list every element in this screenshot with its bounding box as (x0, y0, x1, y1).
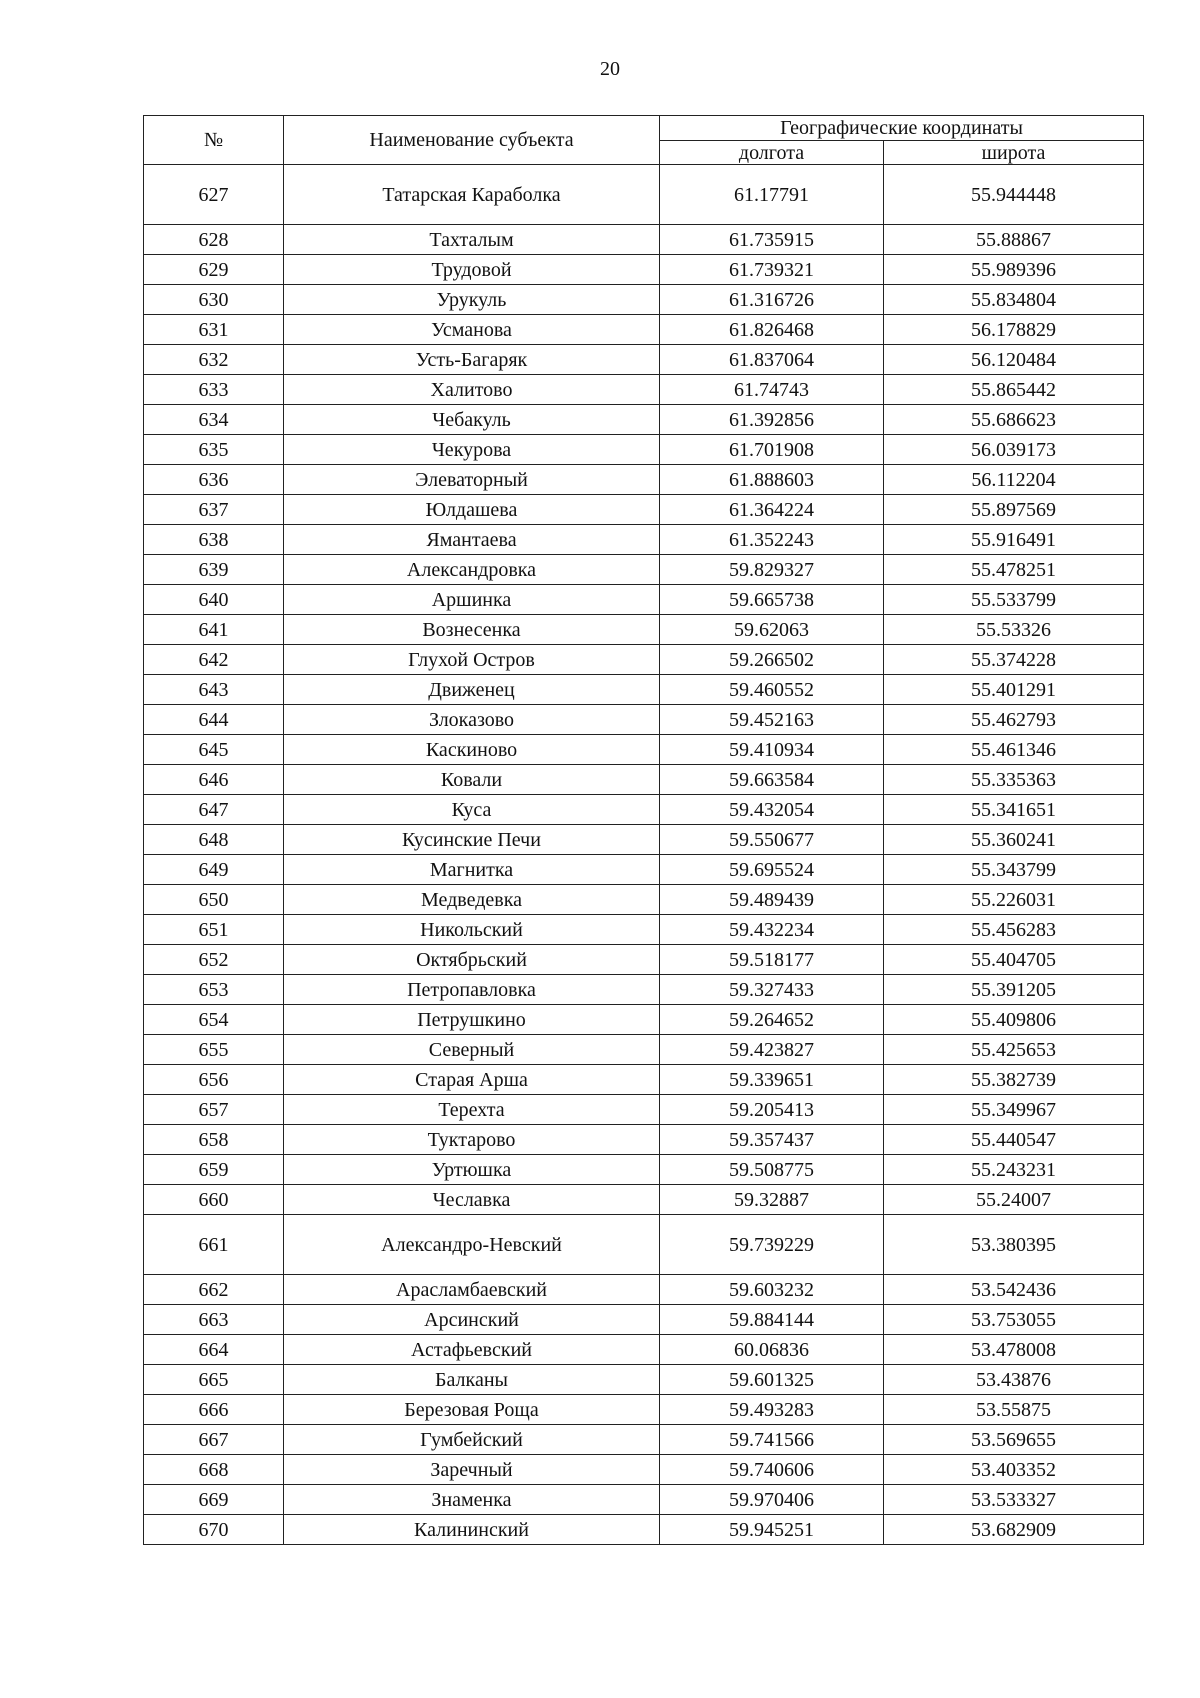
cell-latitude: 55.349967 (884, 1095, 1144, 1125)
cell-number: 634 (144, 405, 284, 435)
table-row (144, 825, 1144, 855)
table-row (144, 1425, 1144, 1455)
table-row (144, 375, 1144, 405)
cell-longitude: 59.740606 (660, 1455, 884, 1485)
cell-number: 644 (144, 705, 284, 735)
cell-latitude: 55.243231 (884, 1155, 1144, 1185)
cell-latitude: 55.374228 (884, 645, 1144, 675)
table-row (144, 585, 1144, 615)
cell-name: Усманова (284, 315, 660, 345)
cell-number: 651 (144, 915, 284, 945)
page-number: 20 (600, 58, 620, 80)
cell-number: 656 (144, 1065, 284, 1095)
cell-number: 664 (144, 1335, 284, 1365)
cell-latitude: 55.440547 (884, 1125, 1144, 1155)
cell-longitude: 61.739321 (660, 255, 884, 285)
cell-latitude: 56.120484 (884, 345, 1144, 375)
cell-number: 670 (144, 1515, 284, 1545)
cell-latitude: 53.43876 (884, 1365, 1144, 1395)
cell-longitude: 59.884144 (660, 1305, 884, 1335)
cell-longitude: 61.735915 (660, 225, 884, 255)
cell-latitude: 55.24007 (884, 1185, 1144, 1215)
cell-number: 635 (144, 435, 284, 465)
cell-number: 646 (144, 765, 284, 795)
table-row (144, 345, 1144, 375)
cell-number: 628 (144, 225, 284, 255)
coordinates-table (143, 115, 1144, 1545)
cell-name: Вознесенка (284, 615, 660, 645)
table-row (144, 975, 1144, 1005)
header-number: № (144, 116, 284, 165)
table-row (144, 855, 1144, 885)
cell-longitude: 60.06836 (660, 1335, 884, 1365)
cell-longitude: 59.327433 (660, 975, 884, 1005)
cell-latitude: 55.478251 (884, 555, 1144, 585)
table-row (144, 1305, 1144, 1335)
cell-longitude: 61.364224 (660, 495, 884, 525)
cell-name: Калининский (284, 1515, 660, 1545)
cell-latitude: 55.360241 (884, 825, 1144, 855)
table-row (144, 285, 1144, 315)
cell-longitude: 61.701908 (660, 435, 884, 465)
cell-name: Северный (284, 1035, 660, 1065)
cell-longitude: 59.452163 (660, 705, 884, 735)
cell-number: 655 (144, 1035, 284, 1065)
cell-longitude: 61.837064 (660, 345, 884, 375)
cell-latitude: 53.55875 (884, 1395, 1144, 1425)
table-row (144, 795, 1144, 825)
table-row (144, 675, 1144, 705)
cell-latitude: 55.343799 (884, 855, 1144, 885)
cell-latitude: 55.409806 (884, 1005, 1144, 1035)
cell-number: 641 (144, 615, 284, 645)
table-row (144, 465, 1144, 495)
cell-number: 658 (144, 1125, 284, 1155)
cell-name: Магнитка (284, 855, 660, 885)
cell-longitude: 59.508775 (660, 1155, 884, 1185)
cell-number: 665 (144, 1365, 284, 1395)
cell-number: 633 (144, 375, 284, 405)
cell-name: Чебакуль (284, 405, 660, 435)
cell-number: 629 (144, 255, 284, 285)
cell-longitude: 59.205413 (660, 1095, 884, 1125)
cell-latitude: 53.403352 (884, 1455, 1144, 1485)
cell-longitude: 59.663584 (660, 765, 884, 795)
cell-latitude: 55.944448 (884, 165, 1144, 225)
cell-name: Петрушкино (284, 1005, 660, 1035)
table-row (144, 435, 1144, 465)
table-row (144, 495, 1144, 525)
table-row (144, 405, 1144, 435)
cell-latitude: 53.753055 (884, 1305, 1144, 1335)
cell-name: Аршинка (284, 585, 660, 615)
cell-latitude: 55.686623 (884, 405, 1144, 435)
cell-name: Трудовой (284, 255, 660, 285)
cell-name: Усть-Багаряк (284, 345, 660, 375)
cell-longitude: 61.17791 (660, 165, 884, 225)
cell-longitude: 59.945251 (660, 1515, 884, 1545)
cell-number: 637 (144, 495, 284, 525)
cell-latitude: 55.461346 (884, 735, 1144, 765)
cell-name: Гумбейский (284, 1425, 660, 1455)
cell-name: Каскиново (284, 735, 660, 765)
cell-name: Злоказово (284, 705, 660, 735)
cell-name: Урукуль (284, 285, 660, 315)
cell-latitude: 56.039173 (884, 435, 1144, 465)
cell-number: 662 (144, 1275, 284, 1305)
cell-longitude: 61.316726 (660, 285, 884, 315)
table-body (144, 165, 1144, 1545)
cell-name: Старая Арша (284, 1065, 660, 1095)
cell-number: 640 (144, 585, 284, 615)
table-row (144, 945, 1144, 975)
cell-number: 663 (144, 1305, 284, 1335)
cell-name: Никольский (284, 915, 660, 945)
cell-name: Туктарово (284, 1125, 660, 1155)
cell-name: Александровка (284, 555, 660, 585)
table-row (144, 1455, 1144, 1485)
header-coordinates: Географические координаты (660, 116, 1144, 141)
cell-number: 653 (144, 975, 284, 1005)
cell-latitude: 53.569655 (884, 1425, 1144, 1455)
cell-longitude: 59.423827 (660, 1035, 884, 1065)
table-row (144, 1365, 1144, 1395)
cell-latitude: 55.382739 (884, 1065, 1144, 1095)
cell-number: 631 (144, 315, 284, 345)
cell-name: Тахталым (284, 225, 660, 255)
table-row (144, 255, 1144, 285)
cell-longitude: 59.493283 (660, 1395, 884, 1425)
cell-number: 636 (144, 465, 284, 495)
cell-number: 632 (144, 345, 284, 375)
cell-longitude: 61.888603 (660, 465, 884, 495)
cell-name: Глухой Остров (284, 645, 660, 675)
cell-longitude: 59.32887 (660, 1185, 884, 1215)
cell-longitude: 59.739229 (660, 1215, 884, 1275)
cell-number: 649 (144, 855, 284, 885)
cell-name: Медведевка (284, 885, 660, 915)
cell-number: 654 (144, 1005, 284, 1035)
cell-name: Арсинский (284, 1305, 660, 1335)
cell-longitude: 59.62063 (660, 615, 884, 645)
cell-number: 652 (144, 945, 284, 975)
cell-longitude: 59.601325 (660, 1365, 884, 1395)
cell-longitude: 59.970406 (660, 1485, 884, 1515)
cell-longitude: 59.489439 (660, 885, 884, 915)
cell-latitude: 56.112204 (884, 465, 1144, 495)
cell-name: Астафьевский (284, 1335, 660, 1365)
table-row (144, 315, 1144, 345)
table-row (144, 615, 1144, 645)
cell-name: Березовая Роща (284, 1395, 660, 1425)
cell-name: Чеславка (284, 1185, 660, 1215)
cell-longitude: 59.695524 (660, 855, 884, 885)
cell-latitude: 55.88867 (884, 225, 1144, 255)
table-row (144, 555, 1144, 585)
cell-number: 630 (144, 285, 284, 315)
cell-name: Терехта (284, 1095, 660, 1125)
table-row (144, 705, 1144, 735)
cell-longitude: 59.741566 (660, 1425, 884, 1455)
cell-longitude: 59.603232 (660, 1275, 884, 1305)
cell-name: Александро-Невский (284, 1215, 660, 1275)
table-row (144, 1335, 1144, 1365)
cell-name: Балканы (284, 1365, 660, 1395)
table-row (144, 1215, 1144, 1275)
cell-latitude: 53.380395 (884, 1215, 1144, 1275)
cell-longitude: 61.392856 (660, 405, 884, 435)
cell-latitude: 56.178829 (884, 315, 1144, 345)
cell-latitude: 55.425653 (884, 1035, 1144, 1065)
table-row (144, 1125, 1144, 1155)
cell-name: Чекурова (284, 435, 660, 465)
cell-name: Уртюшка (284, 1155, 660, 1185)
cell-name: Куса (284, 795, 660, 825)
cell-number: 668 (144, 1455, 284, 1485)
cell-number: 650 (144, 885, 284, 915)
table-row (144, 1185, 1144, 1215)
cell-longitude: 59.550677 (660, 825, 884, 855)
cell-number: 661 (144, 1215, 284, 1275)
cell-longitude: 59.264652 (660, 1005, 884, 1035)
cell-latitude: 55.226031 (884, 885, 1144, 915)
cell-latitude: 55.341651 (884, 795, 1144, 825)
cell-name: Октябрьский (284, 945, 660, 975)
cell-number: 660 (144, 1185, 284, 1215)
cell-latitude: 55.462793 (884, 705, 1144, 735)
cell-name: Юлдашева (284, 495, 660, 525)
cell-number: 647 (144, 795, 284, 825)
cell-longitude: 61.826468 (660, 315, 884, 345)
cell-longitude: 59.339651 (660, 1065, 884, 1095)
cell-latitude: 55.404705 (884, 945, 1144, 975)
cell-name: Кусинские Печи (284, 825, 660, 855)
cell-longitude: 61.352243 (660, 525, 884, 555)
cell-longitude: 59.410934 (660, 735, 884, 765)
cell-latitude: 55.335363 (884, 765, 1144, 795)
cell-number: 659 (144, 1155, 284, 1185)
cell-number: 666 (144, 1395, 284, 1425)
cell-latitude: 55.391205 (884, 975, 1144, 1005)
cell-latitude: 55.456283 (884, 915, 1144, 945)
cell-latitude: 53.478008 (884, 1335, 1144, 1365)
table-row (144, 1515, 1144, 1545)
table-row (144, 165, 1144, 225)
cell-name: Татарская Караболка (284, 165, 660, 225)
cell-number: 648 (144, 825, 284, 855)
table-row (144, 1275, 1144, 1305)
cell-latitude: 55.53326 (884, 615, 1144, 645)
cell-name: Ямантаева (284, 525, 660, 555)
table-row (144, 915, 1144, 945)
cell-latitude: 53.542436 (884, 1275, 1144, 1305)
cell-longitude: 59.518177 (660, 945, 884, 975)
cell-number: 639 (144, 555, 284, 585)
cell-longitude: 59.357437 (660, 1125, 884, 1155)
cell-number: 642 (144, 645, 284, 675)
cell-latitude: 53.682909 (884, 1515, 1144, 1545)
table-row (144, 765, 1144, 795)
cell-name: Заречный (284, 1455, 660, 1485)
cell-name: Элеваторный (284, 465, 660, 495)
cell-longitude: 59.432054 (660, 795, 884, 825)
header-longitude: долгота (660, 141, 884, 165)
cell-number: 667 (144, 1425, 284, 1455)
cell-name: Знаменка (284, 1485, 660, 1515)
cell-latitude: 55.865442 (884, 375, 1144, 405)
cell-longitude: 59.266502 (660, 645, 884, 675)
cell-number: 669 (144, 1485, 284, 1515)
cell-latitude: 55.533799 (884, 585, 1144, 615)
table-header (144, 116, 1144, 165)
cell-name: Движенец (284, 675, 660, 705)
cell-longitude: 59.829327 (660, 555, 884, 585)
table-row (144, 885, 1144, 915)
table-row (144, 1485, 1144, 1515)
cell-latitude: 55.897569 (884, 495, 1144, 525)
cell-name: Халитово (284, 375, 660, 405)
table-row (144, 225, 1144, 255)
table-row (144, 1095, 1144, 1125)
table-row (144, 1155, 1144, 1185)
table-row (144, 645, 1144, 675)
cell-latitude: 55.401291 (884, 675, 1144, 705)
table-row (144, 735, 1144, 765)
header-latitude: широта (884, 141, 1144, 165)
cell-latitude: 53.533327 (884, 1485, 1144, 1515)
cell-longitude: 59.432234 (660, 915, 884, 945)
table-row (144, 1035, 1144, 1065)
cell-latitude: 55.834804 (884, 285, 1144, 315)
table-row (144, 525, 1144, 555)
cell-latitude: 55.989396 (884, 255, 1144, 285)
cell-latitude: 55.916491 (884, 525, 1144, 555)
cell-name: Ковали (284, 765, 660, 795)
table-row (144, 1065, 1144, 1095)
cell-longitude: 59.460552 (660, 675, 884, 705)
cell-name: Петропавловка (284, 975, 660, 1005)
cell-longitude: 59.665738 (660, 585, 884, 615)
cell-number: 643 (144, 675, 284, 705)
cell-longitude: 61.74743 (660, 375, 884, 405)
cell-number: 638 (144, 525, 284, 555)
table-row (144, 1005, 1144, 1035)
cell-number: 627 (144, 165, 284, 225)
cell-number: 645 (144, 735, 284, 765)
header-name: Наименование субъекта (284, 116, 660, 165)
table-row (144, 1395, 1144, 1425)
cell-number: 657 (144, 1095, 284, 1125)
cell-name: Арасламбаевский (284, 1275, 660, 1305)
